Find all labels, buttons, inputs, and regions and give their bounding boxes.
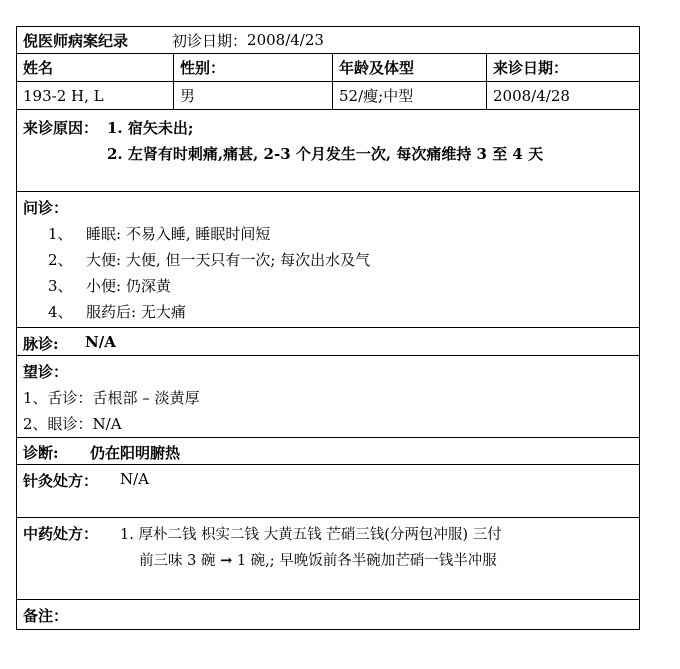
name-label: 姓名: [23, 59, 54, 77]
inquiry-section: [17, 192, 639, 328]
observation-label: 望诊：: [23, 363, 69, 381]
inquiry-item-3: 小便: 仍深黄: [86, 277, 171, 295]
gender-label: 性别：: [173, 54, 332, 81]
arrow-right-icon: →: [220, 552, 233, 569]
patient-visit-date: 2008/4/28: [486, 82, 641, 109]
pulse-section: [17, 328, 639, 356]
acupuncture-value: N/A: [120, 470, 150, 488]
diagnosis-label: 诊断:: [23, 444, 59, 462]
first-visit-date: 2008/4/23: [247, 31, 324, 49]
patient-row: [17, 82, 639, 110]
pulse-label: 脉诊:: [23, 335, 59, 353]
herbal-line-2-start: 前三味 3 碗: [139, 553, 216, 569]
inquiry-label: 问诊：: [23, 199, 69, 217]
first-visit-label: 初诊日期：: [172, 31, 248, 50]
tongue-diagnosis: 1、舌诊：舌根部 – 淡黄厚: [23, 389, 200, 407]
age-label: 年龄及体型: [332, 54, 486, 81]
herbal-label: 中药处方：: [23, 525, 99, 543]
case-record-table: [16, 26, 640, 630]
patient-age: 52/瘦;中型: [332, 82, 486, 109]
diagnosis-value: 仍在阳明腑热: [90, 444, 181, 462]
acupuncture-label: 针灸处方：: [23, 472, 99, 490]
herbal-line-2-end: 1 碗,; 早晚饭前各半碗加芒硝一钱半冲服: [236, 553, 497, 569]
herbal-section: [17, 518, 639, 600]
header-cell: [17, 27, 641, 53]
header-row: [17, 27, 639, 54]
patient-name: 193-2 H, L: [23, 86, 104, 105]
inquiry-item-2: 大便: 大便, 但一天只有一次; 每次出水及气: [86, 251, 371, 269]
reason-line-2: 2. 左肾有时刺痛,痛甚, 2-3 个月发生一次, 每次痛维持 3 至 4 天: [107, 145, 544, 163]
notes-label: 备注：: [23, 607, 69, 625]
reason-label: 来诊原因：: [23, 119, 99, 137]
inquiry-num-4: 4、: [48, 303, 73, 321]
labels-row: [17, 54, 639, 82]
notes-section: [17, 600, 639, 629]
inquiry-num-3: 3、: [48, 277, 73, 295]
observation-section: [17, 356, 639, 438]
acupuncture-section: [17, 465, 639, 518]
inquiry-num-2: 2、: [48, 251, 73, 269]
patient-gender: 男: [173, 82, 332, 109]
eye-diagnosis: 2、眼诊：N/A: [23, 415, 122, 433]
herbal-line-1: 1. 厚朴二钱 枳实二钱 大黄五钱 芒硝三钱(分两包冲服) 三付: [120, 527, 502, 543]
herbal-line-2: [139, 549, 497, 570]
diagnosis-section: [17, 438, 639, 465]
reason-line-1: 1. 宿矢未出;: [107, 119, 194, 137]
reason-section: [17, 110, 639, 192]
inquiry-item-1: 睡眠: 不易入睡, 睡眠时间短: [86, 225, 271, 243]
visit-date-label: 来诊日期：: [486, 54, 641, 81]
inquiry-item-4: 服药后: 无大痛: [86, 303, 186, 321]
pulse-value: N/A: [85, 333, 116, 351]
inquiry-num-1: 1、: [48, 225, 73, 243]
record-title: 倪医师病案纪录: [23, 31, 129, 50]
